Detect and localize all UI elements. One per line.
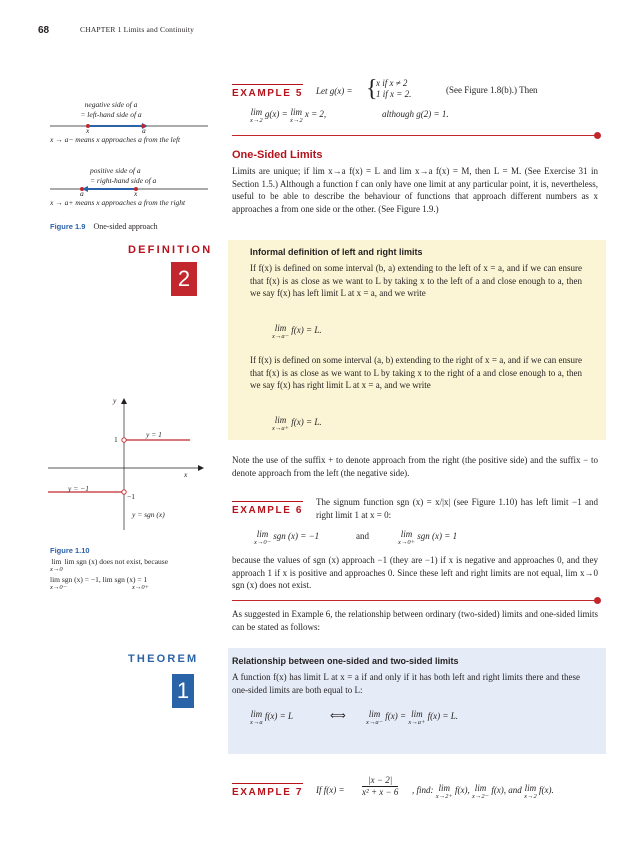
example-5-see: (See Figure 1.8(b).) Then: [446, 85, 538, 95]
fig110-label: Figure 1.10: [50, 546, 90, 555]
suggested-text: As suggested in Example 6, the relationship between ordinary (two-sided) limits and one-sided limits can be stated as follows:: [232, 609, 598, 632]
example-5-end-dot: [594, 132, 601, 139]
fig110-y-eq-1: y = 1: [146, 430, 162, 439]
definition-number: 2: [171, 262, 197, 296]
example-6-rule: [232, 600, 598, 601]
example-7-find: , find: lim x→2+ f(x), lim x→2− f(x), and lim x→2 f(x).: [412, 783, 554, 800]
running-head: CHAPTER 1 Limits and Continuity: [80, 25, 195, 34]
fig110-line2: lim sgn (x) = −1, lim sgn (x) = 1: [50, 575, 148, 584]
fig110-x-axis: x: [184, 470, 188, 479]
fig110-line2-sub1: x→0−: [50, 584, 68, 591]
example-6-eq-left: lim x→0− sgn (x) = −1: [254, 529, 320, 546]
section-title: One-Sided Limits: [232, 149, 323, 161]
definition-p1: If f(x) is defined on some interval (b, a) extending to the left of x = a, and if we can ensure that f(x) is as close as we want to L by taking x to the left of a and close enough to a, then we say f(x) has left limit L at x = a, and we write: [250, 263, 582, 299]
example-6-text: The signum function sgn (x) = x/|x| (see Figure 1.10) has left limit −1 and right limit 1 at x = 0:: [316, 497, 598, 520]
example-6-label: EXAMPLE 6: [232, 501, 303, 517]
neg-side-label: negative side of a = left-hand side of a: [80, 100, 142, 119]
example-5-label: EXAMPLE 5: [232, 84, 303, 100]
fig110-minus-one: −1: [127, 492, 135, 501]
theorem-text: A function f(x) has limit L at x = a if and only if it has both left and right limits there and these one-sided limits are both equal to L:: [232, 672, 580, 695]
theorem-label: THEOREM: [128, 653, 199, 665]
example-7-fraction: |x − 2| x² + x − 6: [362, 775, 399, 797]
example-6-after: because the values of sgn (x) approach −1 (they are −1) if x is negative and approaches 0, and they approach 1 if x is positive and approaches 0. Since these left and right limits are not equal, lim x→0 sgn (x) does not exist.: [232, 555, 598, 591]
definition-title: Informal definition of left and right limits: [250, 247, 423, 257]
section-paragraph: Limits are unique; if lim x→a f(x) = L and lim x→a f(x) = M, then L = M. (See Exercise 31 in Section 1.5.) Although a function f can only have one limit at any particular point, it is, nevertheless, useful to be able to describe the behaviour of functions that approach different numbers as x approaches a from one side or the other. (See Figure 1.9.): [232, 166, 598, 214]
fig110-fn: y = sgn (x): [132, 510, 165, 519]
example-6-eq-right: lim x→0+ sgn (x) = 1: [398, 529, 458, 546]
theorem-eq-right: lim x→a− f(x) = lim x→a+ f(x) = L.: [366, 709, 458, 726]
fig110-y-eq-m1: y = −1: [68, 484, 89, 493]
example-5-cases: x if x ≠ 2 1 if x = 2.: [376, 78, 412, 99]
example-7-label: EXAMPLE 7: [232, 783, 303, 799]
fig110-line2-sub2: x→0+: [132, 584, 150, 591]
fig19-a1: a: [142, 126, 146, 135]
fig110-graph: [40, 396, 210, 536]
example-5-although: although g(2) = 1.: [382, 109, 449, 119]
theorem-eq-left: lim x→a f(x) = L: [250, 709, 293, 726]
fig110-one: 1: [114, 435, 118, 444]
example-5-rule: [232, 135, 598, 136]
fig19-x2: x: [134, 189, 138, 198]
theorem-iff: ⟺: [330, 710, 346, 722]
example-6-end-dot: [594, 597, 601, 604]
fig19-a2: a: [80, 189, 84, 198]
definition-eq2: lim x→a+ f(x) = L.: [272, 415, 322, 432]
fig19-caption: Figure 1.9 One-sided approach: [50, 222, 158, 231]
fig19-caption2: x → a+ means x approaches a from the right: [50, 198, 186, 207]
brace: {: [366, 76, 378, 102]
fig110-y-axis: y: [113, 396, 117, 405]
definition-label: DEFINITION: [128, 244, 213, 256]
example-5-let: Let g(x) =: [316, 86, 353, 96]
note-suffix: Note the use of the suffix + to denote approach from the right (the positive side) and the suffix − to denote approach from the left (the negative side).: [232, 455, 598, 478]
theorem-title: Relationship between one-sided and two-sided limits: [232, 656, 459, 666]
definition-p2: If f(x) is defined on some interval (a, b) extending to the right of x = a, and if we can ensure that f(x) is as close as we want to L by taking x to the right of a and close enough to a, then we say f(x) has right limit L at x = a, and we write: [250, 355, 582, 391]
pos-side-label: positive side of a = right-hand side of a: [90, 166, 157, 185]
theorem-number: 1: [172, 674, 194, 708]
fig19-caption1: x → a− means x approaches a from the left: [50, 135, 181, 144]
fig19-x1: x: [86, 126, 90, 135]
example-7-if: If f(x) =: [316, 785, 345, 795]
page-number: 68: [38, 25, 50, 36]
example-6-and: and: [356, 531, 369, 541]
fig110-line1: lim x→0 lim sgn (x) does not exist, because: [50, 557, 169, 573]
definition-eq1: lim x→a− f(x) = L.: [272, 323, 322, 340]
example-5-eq: lim x→2 g(x) = lim x→2 x = 2,: [250, 107, 327, 124]
fig19-left-diagram: [50, 120, 220, 134]
